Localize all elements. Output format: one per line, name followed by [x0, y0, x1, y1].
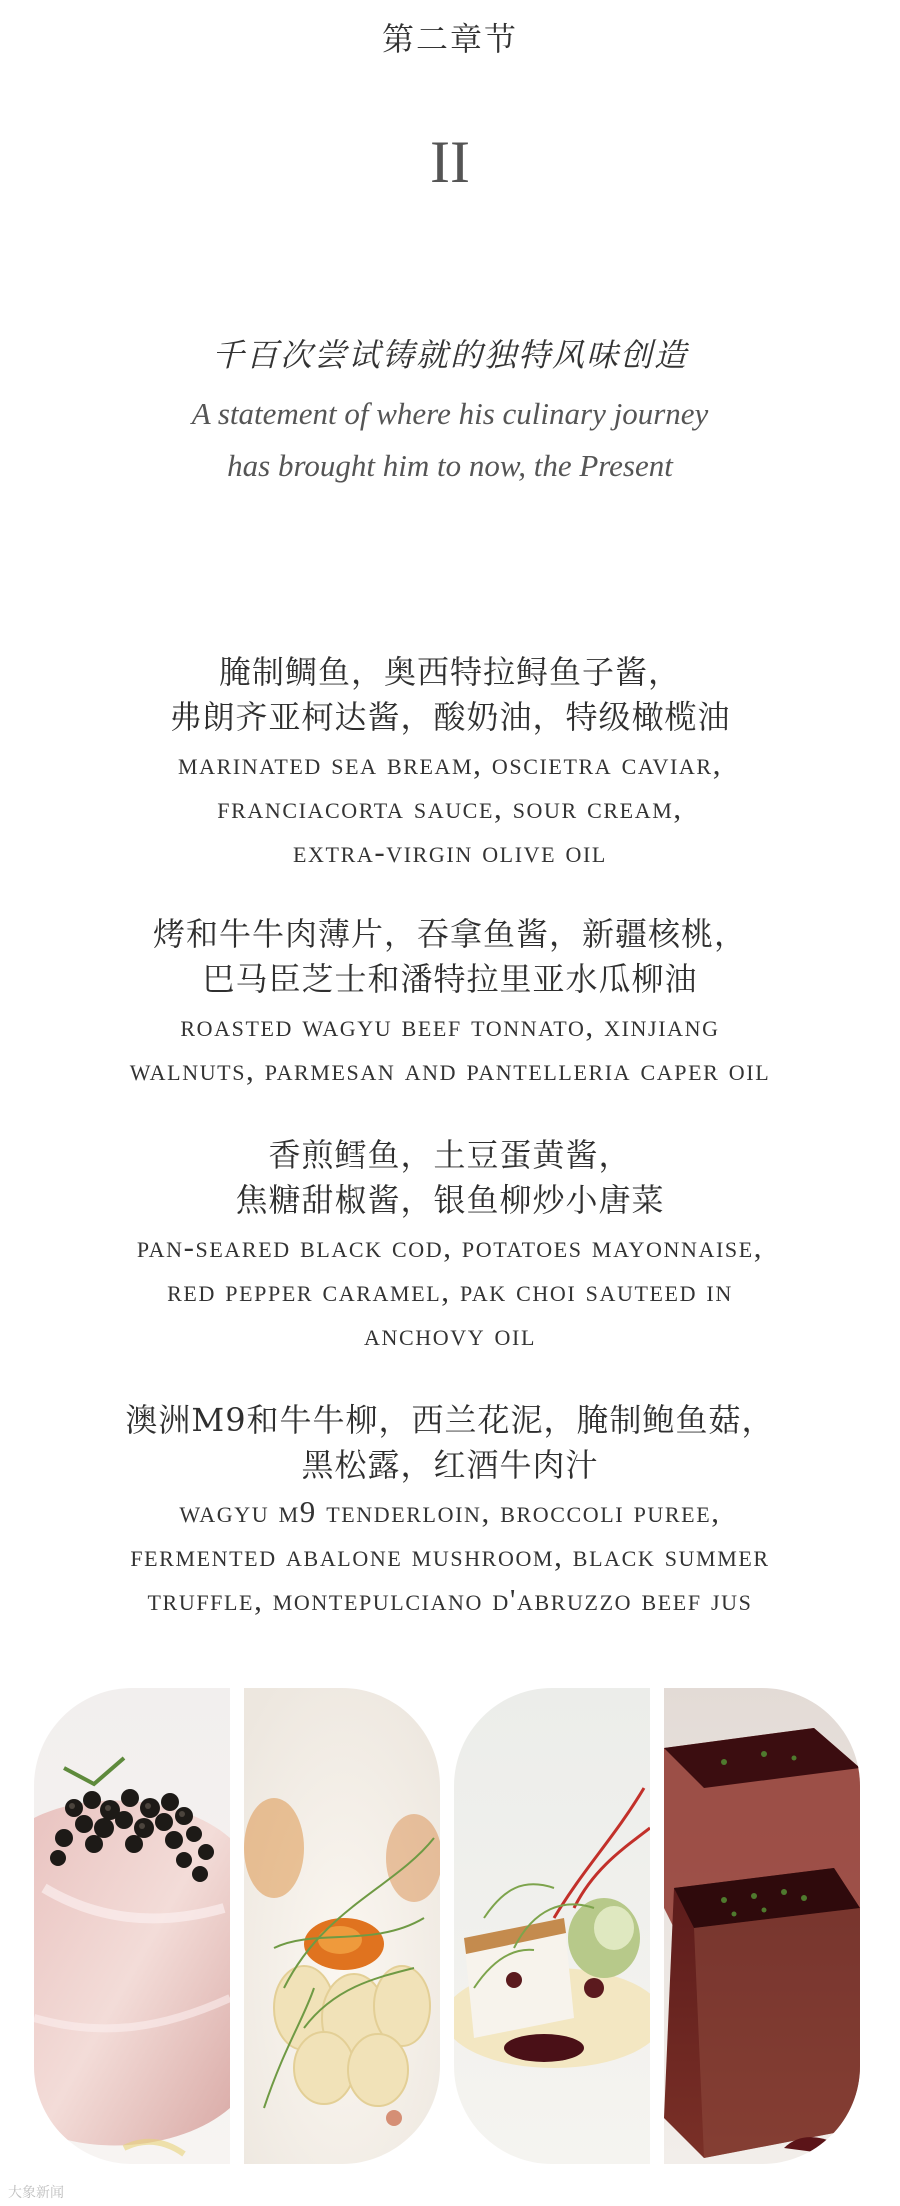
dish-cn-line: 巴马臣芝士和潘特拉里亚水瓜柳油: [202, 960, 698, 998]
dish-en-line: fermented abalone mushroom, black summer: [130, 1538, 770, 1573]
dish-cn-line: 香煎鳕鱼，土豆蛋黄酱，: [268, 1136, 632, 1174]
dish-cn-line: 弗朗齐亚柯达酱，酸奶油，特级橄榄油: [169, 698, 731, 736]
subtitle-english-line-1: A statement of where his culinary journey: [191, 396, 709, 431]
chapter-numeral: II: [430, 129, 470, 195]
dish-photo-strip: [34, 1688, 866, 2164]
dish-cn-line: 澳洲M9和牛牛柳，西兰花泥，腌制鲍鱼菇，: [125, 1401, 775, 1439]
dish-pan-seared-black-cod: [40, 1133, 860, 1357]
dish-marinated-sea-bream: [40, 650, 860, 874]
dish-en-line: roasted wagyu beef tonnato, xinjiang: [180, 1008, 720, 1043]
dish-en-line: anchovy oil: [363, 1317, 536, 1352]
dish-cn-line: 腌制鲷鱼，奥西特拉鲟鱼子酱，: [218, 653, 681, 691]
watermark: 大象新闻: [8, 2185, 64, 2201]
dish-en-line: franciacorta sauce, sour cream,: [217, 790, 683, 825]
sea-bream-photo: [34, 1688, 230, 2164]
dish-name-english: [40, 1490, 860, 1622]
dish-cn-line: 焦糖甜椒酱，银鱼柳炒小唐菜: [235, 1181, 665, 1219]
dish-name-english: [40, 1225, 860, 1357]
wagyu-tonnato-photo: [244, 1688, 440, 2164]
dish-wagyu-m9-tenderloin: [40, 1398, 860, 1622]
dish-cn-line: 黑松露，红酒牛肉汁: [301, 1446, 599, 1484]
dish-cn-line: 烤和牛牛肉薄片，吞拿鱼酱，新疆核桃，: [152, 915, 747, 953]
dish-roasted-wagyu-tonnato: [40, 912, 860, 1092]
dish-name-chinese: [40, 650, 860, 740]
wagyu-tenderloin-photo: [664, 1688, 860, 2164]
dish-en-line: wagyu m9 tenderloin, broccoli puree,: [179, 1494, 721, 1529]
subtitle-chinese: 千百次尝试铸就的独特风味创造: [211, 336, 688, 374]
dish-name-chinese: [40, 912, 860, 1002]
dish-name-chinese: [40, 1133, 860, 1223]
dish-en-line: pan-seared black cod, potatoes mayonnaise,: [136, 1229, 764, 1264]
dish-name-english: [40, 742, 860, 874]
black-cod-photo: [454, 1688, 650, 2164]
dish-name-chinese: [40, 1398, 860, 1488]
dish-en-line: red pepper caramel, pak choi sauteed in: [167, 1273, 733, 1308]
dish-en-line: extra-virgin olive oil: [293, 834, 607, 869]
dish-en-line: walnuts, parmesan and pantelleria caper oil: [129, 1052, 771, 1087]
chapter-title: 第二章节: [381, 20, 518, 58]
subtitle-english-line-2: has brought him to now, the Present: [227, 448, 673, 483]
dish-en-line: marinated sea bream, oscietra caviar,: [177, 746, 723, 781]
dish-en-line: truffle, montepulciano d'abruzzo beef jus: [147, 1582, 753, 1617]
dish-name-english: [40, 1004, 860, 1092]
